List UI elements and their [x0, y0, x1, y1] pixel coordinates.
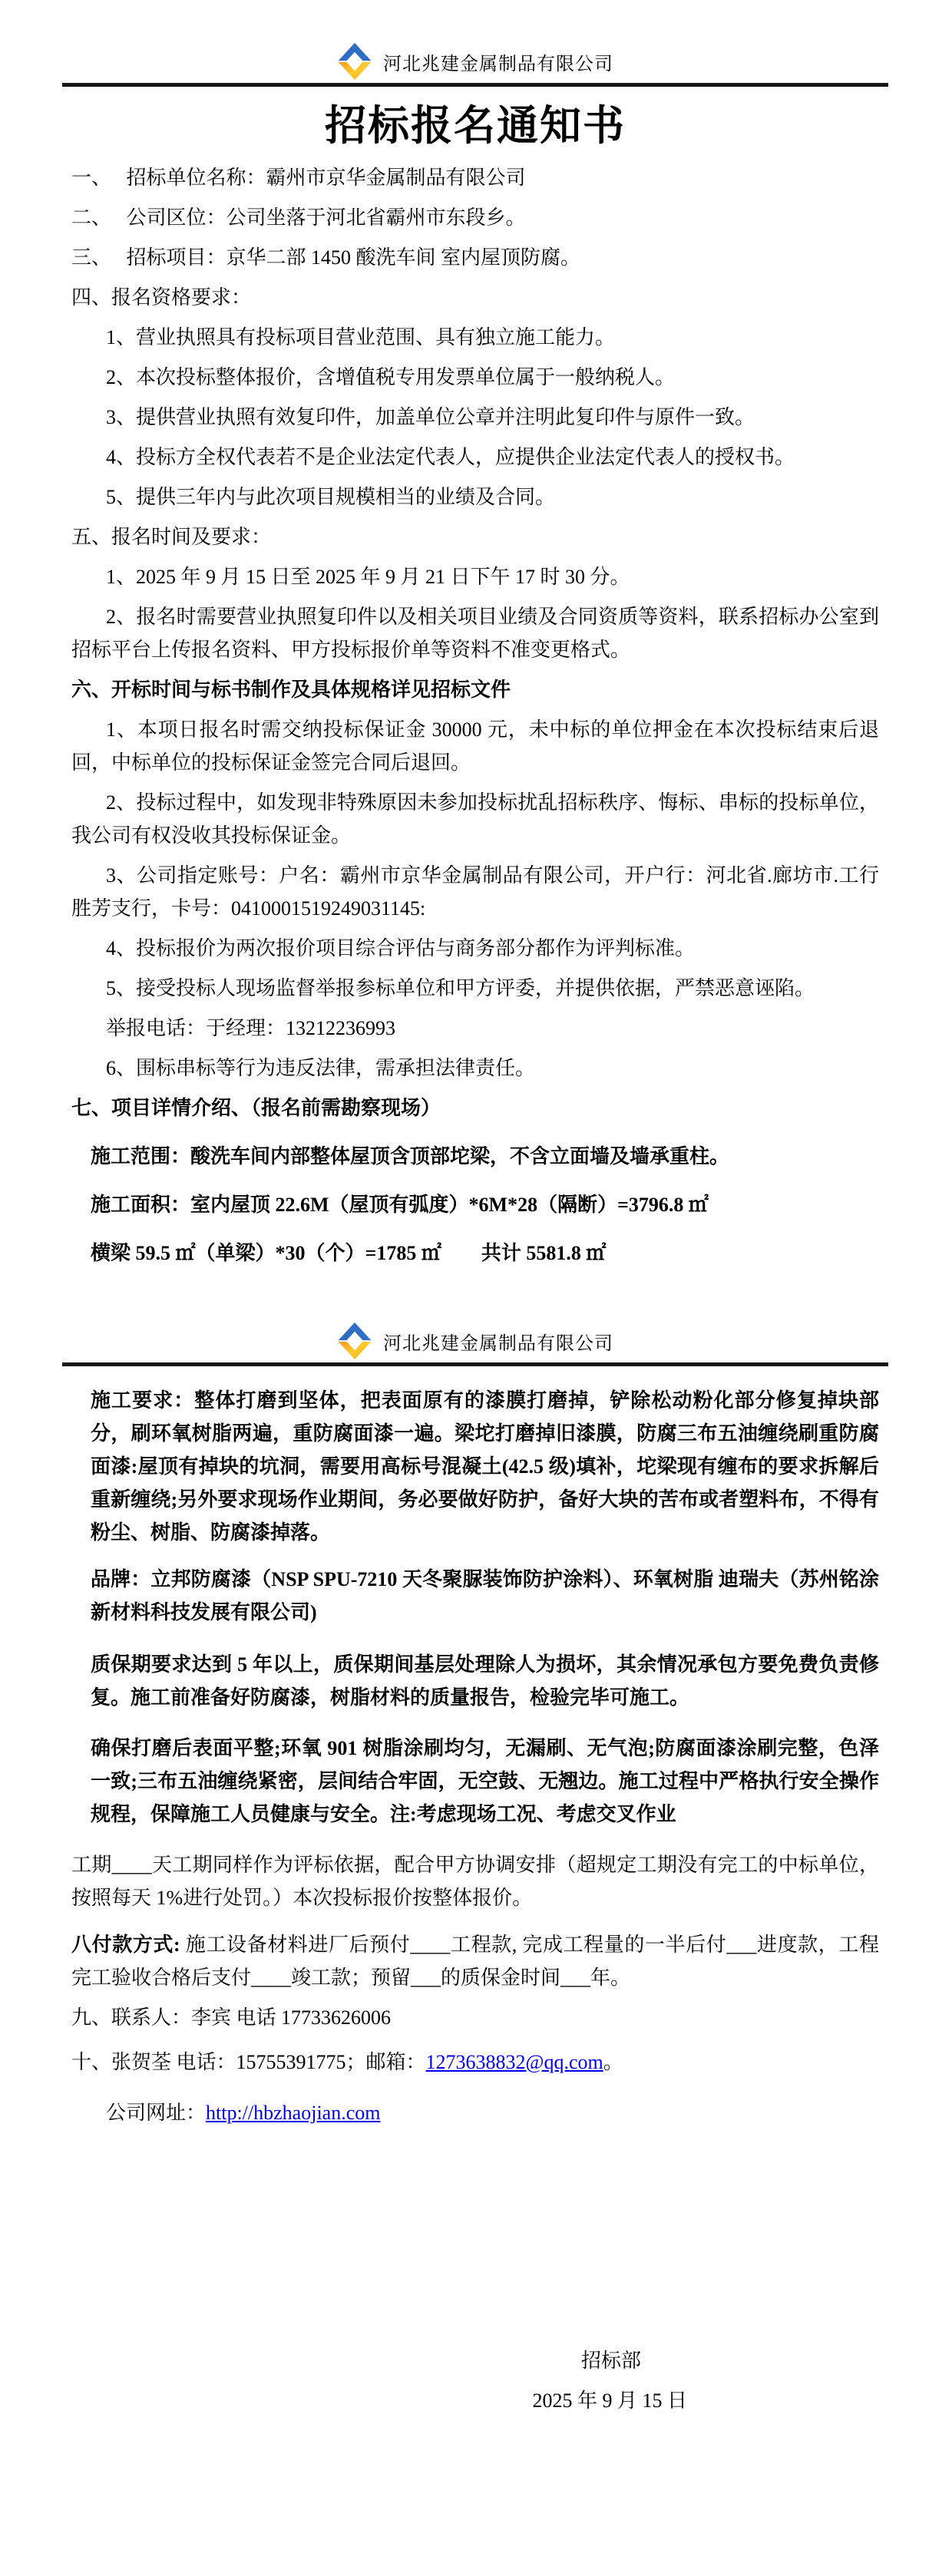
warranty-paragraph: 质保期要求达到 5 年以上，质保期间基层处理除人为损坏，其余情况承包方要免费负责修复。施工前准备好防腐漆，树脂材料的质量报告，检验完毕可施工。 — [91, 1653, 879, 1709]
beam-area-line: 横梁 59.5 ㎡（单梁）*30（个）=1785 ㎡ 共计 5581.8 ㎡ — [91, 1242, 607, 1264]
signature-block — [71, 2344, 879, 2417]
qualification-item: 3、提供营业执照有效复印件，加盖单位公章并注明此复印件与原件一致。 — [106, 406, 755, 428]
contact-nine-line: 九、联系人：李宾 电话 17733626006 — [71, 2006, 392, 2029]
signup-time-item: 1、2025 年 9 月 15 日至 2025 年 9 月 21 日下午 17 时 30 分。 — [106, 566, 630, 588]
qualification-item: 5、提供三年内与此次项目规模相当的业绩及合同。 — [106, 486, 556, 508]
company-name: 河北兆建金属制品有限公司 — [383, 1333, 613, 1354]
payment-terms-paragraph — [71, 1928, 879, 1994]
page1-header — [71, 0, 879, 81]
opening-item: 6、围标串标等行为违反法律，需承担法律责任。 — [106, 1057, 536, 1079]
payment-terms-label: 八付款方式: — [71, 1934, 180, 1956]
construction-requirements-paragraph: 施工要求：整体打磨到坚体，把表面原有的漆膜打磨掉，铲除松动粉化部分修复掉块部分，刷环氧树脂两遍，重防腐面漆一遍。梁坨打磨掉旧漆膜，防腐三布五油缠绕刷重防腐面漆:屋顶有掉块的坑洞，需要用高标号混凝土(42.5 级)填补，坨梁现有缠布的要求拆解后重新缠绕;另外要求现场作业期间，务必要做好防护，备好大块的苦布或者塑料布，不得有粉尘、树脂、防腐漆掉落。 — [91, 1389, 879, 1544]
signup-time-heading: 五、报名时间及要求： — [71, 526, 272, 548]
opening-item: 1、本项日报名时需交纳投标保证金 30000 元，未中标的单位押金在本次投标结束后退回，中标单位的投标保证金签完合同后退回。 — [71, 718, 879, 774]
item-bid-unit-name: 一、 招标单位名称：霸州市京华金属制品有限公司 — [71, 167, 526, 189]
opening-item: 4、投标报价为两次报价项目综合评估与商务部分都作为评判标准。 — [106, 937, 696, 959]
signup-time-item: 2、报名时需要营业执照复印件以及相关项目业绩及合同资质等资料，联系招标办公室到招标平台上传报名资料、甲方投标报价单等资料不准变更格式。 — [71, 606, 879, 661]
header-divider — [62, 83, 888, 87]
report-phone-line: 举报电话：于经理：13212236993 — [106, 1017, 396, 1039]
opening-heading: 六、开标时间与标书制作及具体规格详见招标文件 — [71, 679, 511, 701]
project-detail-heading: 七、项目详情介绍、（报名前需勘察现场） — [71, 1097, 441, 1119]
header-divider — [62, 1362, 888, 1366]
company-name: 河北兆建金属制品有限公司 — [383, 54, 613, 74]
item-company-location: 二、 公司区位：公司坐落于河北省霸州市东段乡。 — [71, 206, 526, 229]
email-link[interactable]: 1273638832@qq.com — [425, 2051, 603, 2073]
page2-header — [71, 1270, 879, 1360]
opening-item: 2、投标过程中，如发现非特殊原因未参加投标扰乱招标秩序、悔标、串标的投标单位，我公司有权没收其投标保证金。 — [71, 791, 879, 847]
opening-item: 3、公司指定账号：户名：霸州市京华金属制品有限公司，开户行：河北省.廊坊市.工行胜芳支行，卡号：0410001519249031145: — [71, 864, 879, 920]
payment-terms-text: 施工设备材料进厂后预付____工程款, 完成工程量的一半后付___进度款，工程完工验收合格后支付____竣工款；预留___的质保金时间___年。 — [71, 1934, 879, 1989]
page-title: 招标报名通知书 — [325, 103, 626, 149]
footer-department: 招标部 — [580, 2350, 641, 2372]
website-line — [106, 2096, 879, 2129]
qualification-item: 4、投标方全权代表若不是企业法定代表人，应提供企业法定代表人的授权书。 — [106, 446, 795, 468]
footer-date: 2025 年 9 月 15 日 — [532, 2389, 687, 2412]
contact-ten-suffix: 。 — [603, 2051, 623, 2073]
quality-paragraph: 确保打磨后表面平整;环氧 901 树脂涂刷均匀，无漏刷、无气泡;防腐面漆涂刷完整，色泽一致;三布五油缠绕紧密，层间结合牢固，无空鼓、无翘边。施工过程中严格执行安全操作规程，保障施工人员健康与安全。注:考虑现场工况、考虑交叉作业 — [91, 1737, 879, 1825]
company-logo-icon — [337, 1322, 372, 1360]
construction-area-line: 施工面积：室内屋顶 22.6M（屋顶有弧度）*6M*28（隔断）=3796.8 ㎡ — [91, 1194, 709, 1216]
construction-scope-line: 施工范围：酸洗车间内部整体屋顶含顶部坨梁，不含立面墙及墙承重柱。 — [91, 1145, 730, 1167]
item-bid-project: 三、 招标项目：京华二部 1450 酸洗车间 室内屋顶防腐。 — [71, 246, 581, 269]
contact-ten-line — [71, 2046, 879, 2079]
qualification-item: 2、本次投标整体报价，含增值税专用发票单位属于一般纳税人。 — [106, 366, 676, 388]
qualification-item: 1、营业执照具有投标项目营业范围、具有独立施工能力。 — [106, 326, 616, 348]
opening-item: 5、接受投标人现场监督举报参标单位和甲方评委，并提供依据，严禁恶意诬陷。 — [106, 977, 815, 999]
contact-ten-text: 十、张贺荃 电话：15755391775；邮箱： — [71, 2051, 426, 2073]
qualification-heading: 四、报名资格要求： — [71, 286, 252, 309]
brand-paragraph: 品牌：立邦防腐漆（NSP SPU-7210 天冬聚脲装饰防护涂料）、环氧树脂 迪瑞夫（苏州铭涂新材料科技发展有限公司) — [91, 1568, 879, 1623]
company-logo-icon — [337, 42, 372, 81]
website-link[interactable]: http://hbzhaojian.com — [206, 2102, 381, 2124]
website-label: 公司网址： — [106, 2102, 207, 2124]
duration-paragraph: 工期____天工期同样作为评标依据，配合甲方协调安排（超规定工期没有完工的中标单位，按照每天 1%进行处罚。）本次投标报价按整体报价。 — [71, 1854, 879, 1909]
